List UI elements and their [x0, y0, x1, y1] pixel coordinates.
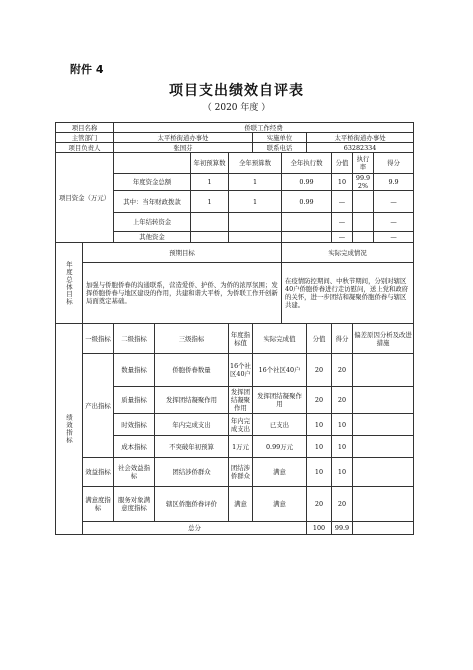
goals-section-label	[56, 243, 83, 324]
col-initial-budget: 年初预算数	[191, 153, 229, 174]
expected-goal-header: 预期目标	[83, 243, 282, 263]
col-score: 分值	[332, 153, 353, 174]
col-ind-points: 得分	[332, 324, 353, 354]
funds-row-label: 年度资金总额	[114, 174, 191, 191]
dept-label: 主管部门	[56, 133, 114, 143]
dept-value: 太平桥街道办事处	[114, 133, 253, 143]
expected-goal-text: 加强与侨胞侨眷的沟通联系，营造爱侨、护侨、为侨的浓厚氛围；发挥侨胞侨眷与地区建设的作用，共建和谐大平桥，为侨联工作开创新局面奠定基础。	[83, 263, 282, 324]
total-label: 总分	[83, 522, 307, 535]
col-level1: 一级指标	[83, 324, 114, 354]
impl-value: 太平桥街道办事处	[307, 133, 414, 143]
project-name-row	[56, 123, 414, 133]
effect-indicator-label: 效益指标	[83, 458, 114, 487]
indicators-header-row	[56, 324, 414, 354]
project-name-label: 项目名称	[56, 123, 114, 133]
col-annual-exec: 全年执行数	[282, 153, 332, 174]
col-actual: 实际完成值	[253, 324, 307, 354]
indicator-row: 时效指标 年内完成支出 年内完成支出 已支出 10 10	[56, 414, 414, 436]
funds-row-label: 其中：当年财政拨款	[114, 191, 191, 213]
leader-value: 张国芬	[114, 143, 253, 153]
actual-result-header: 实际完成情况	[282, 243, 414, 263]
col-ind-score: 分值	[307, 324, 332, 354]
funds-row: 其中：当年财政拨款 1 1 0.99 — —	[56, 191, 414, 213]
total-score: 100	[307, 522, 332, 535]
page-title: 项目支出绩效自评表	[169, 83, 304, 99]
indicator-row: 成本指标 不突破年初预算 1万元 0.99万元 10 10	[56, 436, 414, 458]
phone-label: 联系电话	[253, 143, 307, 153]
total-points: 99.9	[332, 522, 353, 535]
col-level3: 三级指标	[155, 324, 229, 354]
funds-row: 上年结转资金 — —	[56, 213, 414, 232]
col-points: 得分	[374, 153, 414, 174]
funds-row-label: 上年结转资金	[114, 213, 191, 232]
indicator-row: 产出指标 数量指标 侨胞侨眷数量 16个社区40户 16个社区40户 20 20	[56, 354, 414, 387]
leader-row	[56, 143, 414, 153]
actual-result-text: 在疫情防控期间、中秋节期间，分别对辖区40户侨胞侨眷进行走访慰问，送上党和政府的关怀，进一步团结和凝聚侨胞侨眷与辖区共建。	[282, 263, 414, 324]
indicators-section-label	[56, 324, 83, 535]
impl-label: 实施单位	[253, 133, 307, 143]
col-level2: 二级指标	[114, 324, 155, 354]
report-year: （ 2020 年度 ）	[202, 103, 271, 113]
col-target: 年度指标值	[229, 324, 253, 354]
project-name-value: 侨联工作经费	[114, 123, 414, 133]
col-rate: 执行率	[353, 153, 374, 174]
col-annual-budget: 全年预算数	[229, 153, 282, 174]
col-reason: 偏差原因分析及改进措施	[353, 324, 414, 354]
funds-row: 其他资金 — —	[56, 232, 414, 243]
total-row	[56, 522, 414, 535]
goals-content-row	[56, 263, 414, 324]
department-row	[56, 133, 414, 143]
indicator-row: 质量指标 发挥团结凝聚作用 发挥团结凝聚作用 发挥团结凝聚作用 20 20	[56, 387, 414, 414]
satisfaction-indicator-label: 满意度指标	[83, 487, 114, 522]
indicators-section-text: 绩效指标	[65, 414, 73, 444]
funds-row: 年度资金总额 1 1 0.99 10 99.92% 9.9	[56, 174, 414, 191]
attachment-label: 附件 4	[70, 63, 104, 76]
funds-row-label: 其他资金	[114, 232, 191, 243]
leader-label: 项目负责人	[56, 143, 114, 153]
output-indicator-label: 产出指标	[83, 354, 114, 458]
goals-section-text: 年度总体目标	[65, 260, 73, 306]
phone-value: 63282334	[307, 143, 414, 153]
funds-section-label: 项目资金（万元）	[56, 153, 114, 243]
funds-header-row	[56, 153, 414, 174]
goals-header-row	[56, 243, 414, 263]
indicator-row: 效益指标 社会效益指标 团结涉侨群众 团结涉侨群众 满意 10 10	[56, 458, 414, 487]
self-evaluation-table	[55, 122, 414, 535]
indicator-row: 满意度指标 服务对象满意度指标 辖区侨胞侨眷评价 满意 满意 20 20	[56, 487, 414, 522]
